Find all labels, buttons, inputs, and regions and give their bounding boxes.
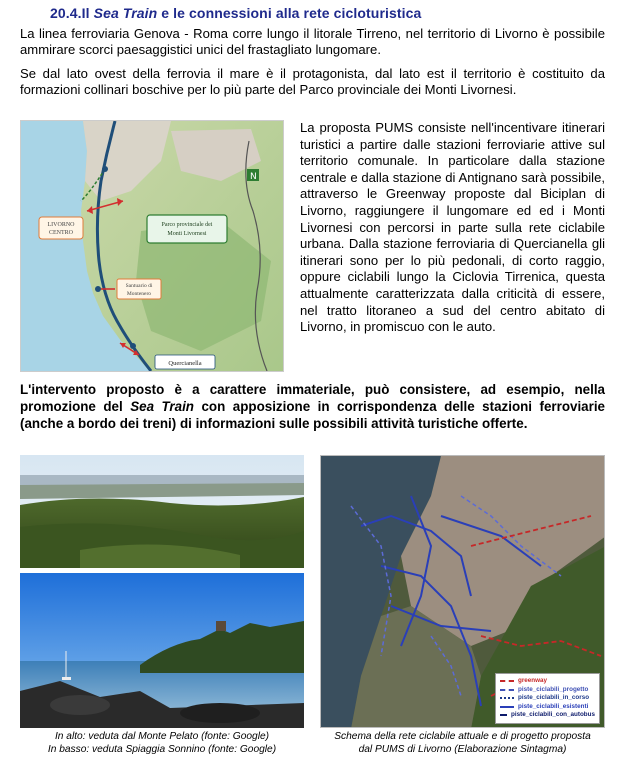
legend-row-greenway: greenway bbox=[500, 677, 595, 686]
photo-monte-pelato bbox=[20, 455, 304, 568]
station-quercianella bbox=[130, 343, 136, 349]
map-caption bbox=[315, 731, 610, 756]
intro-paragraph: La linea ferroviaria Genova - Roma corre lungo il litorale Tirreno, nel territorio di Livorno è possibile ammirare scorci paesaggistici unici del frastagliato lungomare. bbox=[20, 26, 605, 57]
label-parco-1: Parco provinciale dei bbox=[161, 222, 213, 228]
station-centrale bbox=[102, 166, 108, 172]
label-livorno-1: LIVORNO bbox=[47, 222, 75, 228]
intervention-paragraph: L'intervento proposto è a carattere immateriale, può consistere, ad esempio, nella promozione del Sea Train con apposizione in corrispondenza delle stazioni ferroviarie (anche a bordo dei treni) di informazioni sulle possibili attività turistiche offerte. bbox=[20, 382, 605, 431]
label-parco-box bbox=[147, 215, 227, 243]
coast-paragraph: Se dal lato ovest della ferrovia il mare è il protagonista, dal lato est il territorio è costituito da formazioni collinari boschive per lo più parte del Parco provinciale dei Monti Livornesi. bbox=[20, 66, 605, 97]
label-parco-2: Monti Livornesi bbox=[167, 231, 207, 237]
svg-text:N: N bbox=[250, 172, 257, 182]
map-caption-line1: Schema della rete ciclabile attuale e di progetto proposta bbox=[334, 731, 591, 742]
label-santuario-2: Montenero bbox=[126, 291, 152, 297]
map-svg bbox=[21, 121, 284, 372]
legend-row-esistenti: piste_ciclabili_esistenti bbox=[500, 703, 595, 712]
legend-row-progetto: piste_ciclabili_progetto bbox=[500, 686, 595, 695]
livorno-area-map bbox=[20, 120, 284, 372]
pums-proposal-paragraph: La proposta PUMS consiste nell'incentivare itinerari turistici a partire dalle stazioni ferroviarie attive sul territorio comunale. In particolare dalla stazione centrale e dalla stazione di Antignano sarà possibile, attraverso le Greenway proposte dal Biciplan di Livorno, raggiungere il lungomare ed ed i Monti Livornesi con percorsi in parte sulla rete ciclabile urbana. Dalla stazione ferroviaria di Quercianella gli itinerari sono per lo più pedonali, di corto raggio, oppure ciclabili lungo la Ciclovia Tirrenica, questa attualmente caratterizzata dalla criticità di essere, nel tratto litoraneo a sud del centro abitato di Livorno, in promiscuo con le auto. bbox=[300, 120, 605, 335]
label-quercianella: Quercianella bbox=[168, 360, 202, 367]
legend-row-autobus: piste_ciclabili_con_autobus bbox=[500, 711, 595, 720]
photo-spiaggia-sonnino bbox=[20, 573, 304, 728]
map-caption-line2: dal PUMS di Livorno (Elaborazione Sintagma) bbox=[358, 743, 567, 755]
section-number: 20.4. bbox=[50, 5, 82, 21]
heading-sea-train: Sea Train bbox=[93, 5, 158, 21]
station-antignano bbox=[95, 286, 101, 292]
heading-text-pre: Il bbox=[81, 5, 94, 21]
photos-caption-line2: In basso: veduta Spiaggia Sonnino (fonte: Google) bbox=[47, 743, 277, 755]
label-livorno-2: CENTRO bbox=[49, 230, 73, 236]
map-legend bbox=[495, 673, 600, 724]
photos-caption bbox=[20, 731, 304, 756]
heading-text-post: e le connessioni alla rete cicloturistica bbox=[157, 5, 422, 21]
photos-caption-line1: In alto: veduta dal Monte Pelato (fonte: Google) bbox=[54, 731, 270, 742]
section-heading bbox=[50, 5, 421, 21]
label-santuario-1: Santuario di bbox=[125, 283, 153, 289]
legend-row-in-corso: piste_ciclabili_in_corso bbox=[500, 694, 595, 703]
